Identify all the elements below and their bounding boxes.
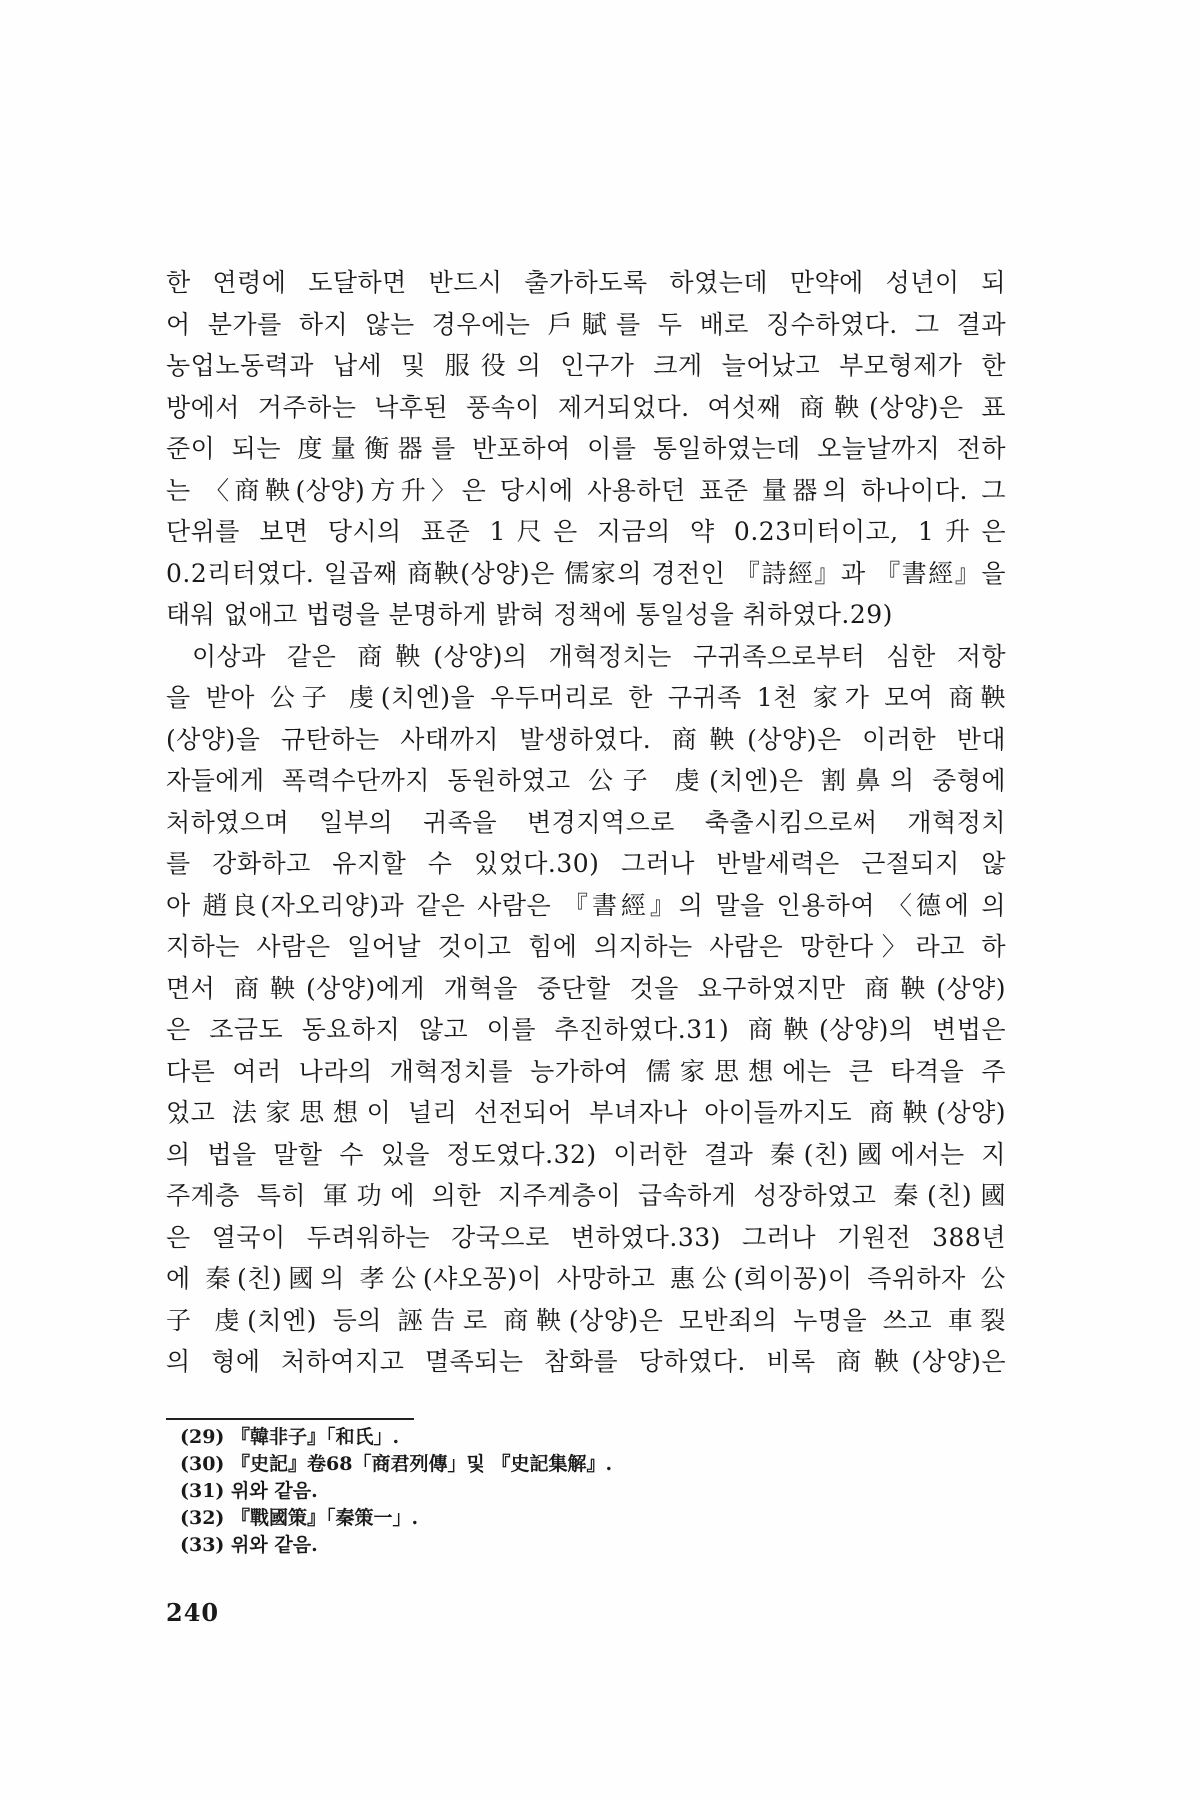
- text-line: 단위를 보면 당시의 표준 1尺은 지금의 약 0.23미터이고, 1升은: [166, 517, 1006, 546]
- footnotes: [180, 1424, 940, 1559]
- text-line: 처하였으며 일부의 귀족을 변경지역으로 축출시킴으로써 개혁정치: [166, 807, 1006, 837]
- text-line: 에 秦(친)國의 孝公(샤오꽁)이 사망하고 惠公(희이꽁)이 즉위하자 公: [166, 1264, 1006, 1293]
- paragraph-start-line: 이상과 같은 商鞅(상양)의 개혁정치는 구귀족으로부터 심한 저항: [192, 641, 1006, 671]
- text-line: 방에서 거주하는 낙후된 풍속이 제거되었다. 여섯째 商鞅(상양)은 표: [166, 392, 1006, 422]
- text-line: 한 연령에 도달하면 반드시 출가하도록 하였는데 만약에 성년이 되: [166, 268, 1006, 297]
- text-line: 의 형에 처하여지고 멸족되는 참화를 당하였다. 비록 商鞅(상양)은: [166, 1347, 1006, 1376]
- text-line: (상양)을 규탄하는 사태까지 발생하였다. 商鞅(상양)은 이러한 반대: [166, 724, 1006, 754]
- text-line: 0.2리터였다. 일곱째 商鞅(상양)은 儒家의 경전인 『詩經』과 『書經』을: [166, 558, 1006, 588]
- text-line: 子 虔(치엔) 등의 誣告로 商鞅(상양)은 모반죄의 누명을 쓰고 車裂: [166, 1305, 1006, 1335]
- text-line: 지하는 사람은 일어날 것이고 힘에 의지하는 사람은 망한다〉라고 하: [166, 932, 1006, 961]
- text-line: 주계층 특히 軍功에 의한 지주계층이 급속하게 성장하였고 秦(친)國: [166, 1181, 1006, 1210]
- footnote: (30) 『史記』卷68「商君列傳」및 『史記集解』.: [180, 1453, 613, 1475]
- text-line: 자들에게 폭력수단까지 동원하였고 公子 虔(치엔)은 割鼻의 중형에: [166, 766, 1006, 795]
- footnote-divider: [166, 1418, 414, 1420]
- text-line: 의 법을 말할 수 있을 정도였다.32) 이러한 결과 秦(친)國에서는 지: [166, 1139, 1006, 1169]
- text-line: 농업노동력과 납세 및 服役의 인구가 크게 늘어났고 부모형제가 한: [166, 351, 1006, 380]
- footnote: (32) 『戰國策』「秦策一」.: [180, 1507, 419, 1529]
- text-line: 를 강화하고 유지할 수 있었다.30) 그러나 반발세력은 근절되지 않: [166, 849, 1006, 878]
- text-line: 태워 없애고 법령을 분명하게 밝혀 정책에 통일성을 취하였다.29): [166, 600, 893, 629]
- text-line: 어 분가를 하지 않는 경우에는 戶賦를 두 배로 징수하였다. 그 결과: [166, 309, 1006, 339]
- text-line: 은 조금도 동요하지 않고 이를 추진하였다.31) 商鞅(상양)의 변법은: [166, 1015, 1006, 1044]
- page-number: 240: [166, 1598, 220, 1627]
- footnote: (33) 위와 같음.: [180, 1534, 318, 1556]
- footnote: (31) 위와 같음.: [180, 1480, 318, 1502]
- text-line: 을 받아 公子 虔(치엔)을 우두머리로 한 구귀족 1천 家가 모여 商鞅: [166, 683, 1006, 712]
- body-text: [166, 262, 1006, 1383]
- text-line: 는 〈商鞅(상양)方升〉은 당시에 사용하던 표준 量器의 하나이다. 그: [166, 475, 1006, 505]
- footnote: (29) 『韓非子』「和氏」.: [180, 1426, 400, 1448]
- text-line: 아 趙良(자오리양)과 같은 사람은 『書經』의 말을 인용하여 〈德에 의: [166, 890, 1006, 920]
- text-line: 었고 法家思想이 널리 선전되어 부녀자나 아이들까지도 商鞅(상양): [166, 1098, 1006, 1127]
- text-line: 다른 여러 나라의 개혁정치를 능가하여 儒家思想에는 큰 타격을 주: [166, 1056, 1006, 1086]
- text-line: 면서 商鞅(상양)에게 개혁을 중단할 것을 요구하였지만 商鞅(상양): [166, 973, 1006, 1003]
- text-line: 준이 되는 度量衡器를 반포하여 이를 통일하였는데 오늘날까지 전하: [166, 434, 1006, 463]
- text-line: 은 열국이 두려워하는 강국으로 변하였다.33) 그러나 기원전 388년: [166, 1222, 1006, 1252]
